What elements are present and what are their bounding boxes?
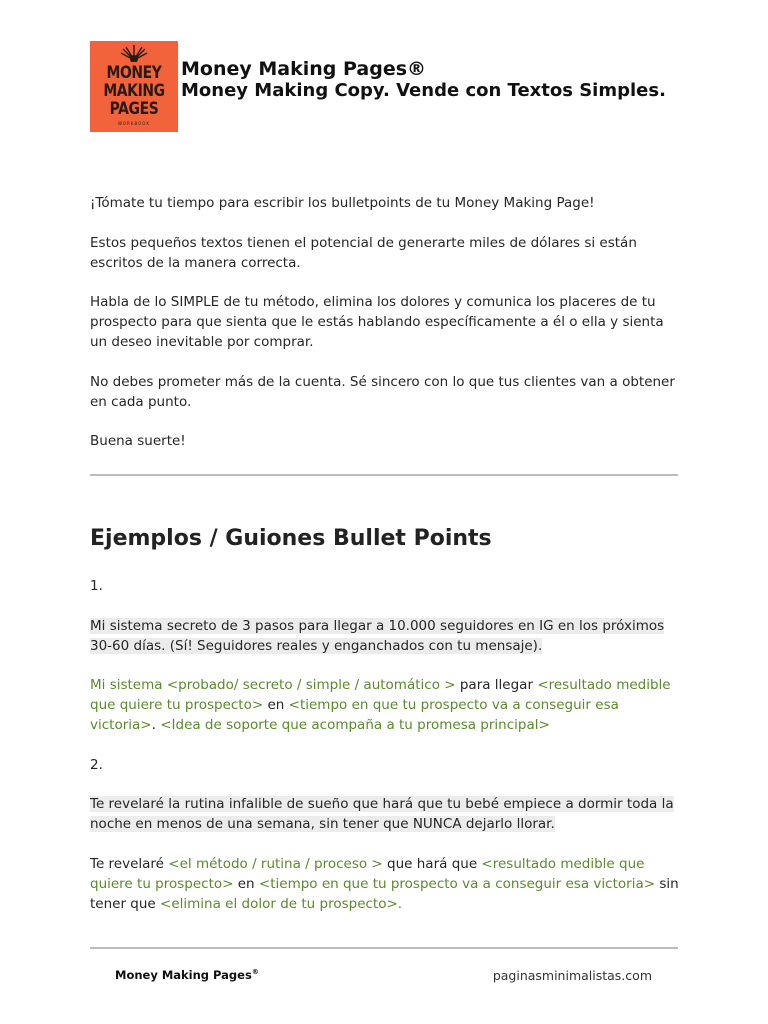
intro-section <box>90 193 680 471</box>
template-connector: Te revelaré <box>90 855 169 872</box>
example-number: 1. <box>90 578 103 594</box>
example-number: 2. <box>90 756 103 773</box>
intro-paragraph: Buena suerte! <box>90 433 186 449</box>
template-connector: en <box>233 875 259 892</box>
divider <box>90 474 678 476</box>
template-text <box>90 854 680 914</box>
template-connector: . <box>151 717 161 733</box>
logo-line-3: PAGES <box>109 99 159 119</box>
example-highlight: Mi sistema secreto de 3 pasos para llegar a 10.000 seguidores en IG en los próximos 30-60 días. (Sí! Seguidores reales y enganchados con tu mensaje). <box>90 617 665 654</box>
template-placeholder: <resultado medible que quiere tu prospecto> <box>90 855 645 892</box>
logo-line-2: MAKING <box>103 81 165 101</box>
example-highlight: Te revelaré la rutina infalible de sueño que hará que tu bebé empiece a dormir toda la noche en menos de una semana, sin tener que NUNCA dejarlo llorar. <box>90 796 674 832</box>
template-placeholder: <tiempo en que tu prospecto va a conseguir esa victoria> <box>258 875 656 892</box>
divider <box>90 947 678 949</box>
template-placeholder: <resultado medible que quiere tu prospecto> <box>90 677 671 713</box>
template-connector: en <box>263 697 289 713</box>
template-connector: sin tener que <box>90 875 679 912</box>
template-placeholder: <elimina el dolor de tu prospecto>. <box>160 895 403 912</box>
intro-paragraph: Estos pequeños textos tienen el potencial de generarte miles de dólares si están escritos de la manera correcta. <box>90 234 637 271</box>
header-subtitle: Money Making Copy. Vende con Textos Simples. <box>181 80 666 101</box>
footer-brand-name: Money Making Pages <box>115 968 252 982</box>
template-placeholder: <tiempo en que tu prospecto va a conseguir esa victoria> <box>90 697 619 733</box>
intro-paragraph: No debes prometer más de la cuenta. Sé sincero con lo que tus clientes van a obtener en cada punto. <box>90 373 675 410</box>
intro-paragraph: Habla de lo SIMPLE de tu método, elimina los dolores y comunica los placeres de tu prospecto para que sienta que le estás hablando específicamente a él o ella y sienta un deseo inevitable por comprar. <box>90 294 664 350</box>
logo-line-4: WORKBOOK <box>117 121 151 126</box>
section-heading: Ejemplos / Guiones Bullet Points <box>90 526 492 551</box>
sunburst-icon <box>120 44 148 62</box>
header-title: Money Making Pages® <box>181 58 427 80</box>
template-placeholder: Mi sistema <probado/ secreto / simple / automático > <box>90 677 456 693</box>
template-placeholder: <el método / rutina / proceso > <box>168 855 383 872</box>
example-text <box>90 794 680 834</box>
template-placeholder: <Idea de soporte que acompaña a tu promesa principal> <box>160 717 550 733</box>
brand-logo <box>90 41 178 132</box>
examples-section <box>90 576 680 933</box>
example-text <box>90 616 680 656</box>
template-text <box>90 675 680 735</box>
footer-url[interactable]: paginasminimalistas.com <box>492 968 652 983</box>
logo-line-1: MONEY <box>106 63 162 83</box>
intro-paragraph: ¡Tómate tu tiempo para escribir los bulletpoints de tu Money Making Page! <box>90 195 595 211</box>
template-connector: para llegar <box>455 677 538 693</box>
template-connector: que hará que <box>382 855 482 872</box>
footer-brand <box>115 968 259 982</box>
registered-mark: ® <box>251 968 259 977</box>
